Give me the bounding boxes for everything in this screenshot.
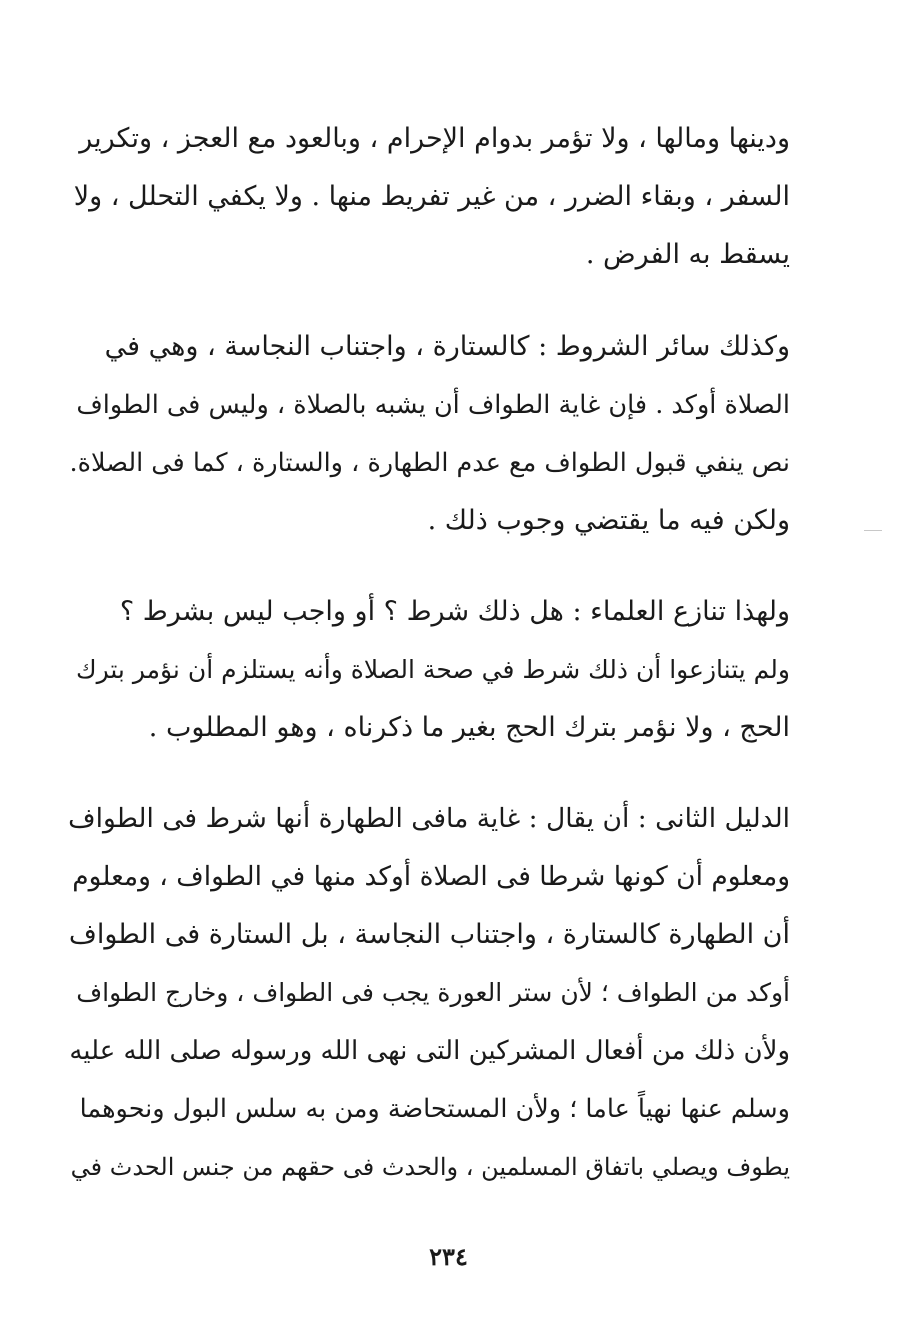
scan-mark [864,530,882,531]
text-line: يطوف ويصلي باتفاق المسلمين ، والحدث فى حقهم من جنس الحدث في [70,1153,790,1181]
page-number: ٢٣٤ [429,1242,468,1271]
text-line: السفر ، وبقاء الضرر ، من غير تفريط منها . ولا يكفي التحلل ، ولا [73,181,790,212]
paragraph-3 [68,583,790,757]
text-line: ولكن فيه ما يقتضي وجوب ذلك . [427,505,790,536]
text-line: يسقط به الفرض . [585,239,790,270]
text-line: الدليل الثانى : أن يقال : غاية مافى الطهارة أنها شرط فى الطواف [68,803,790,834]
text-line: أوكد من الطواف ؛ لأن ستر العورة يجب فى الطواف ، وخارج الطواف [76,978,790,1007]
text-line: وكذلك سائر الشروط : كالستارة ، واجتناب النجاسة ، وهي في [104,331,790,362]
text-line: أن الطهارة كالستارة ، واجتناب النجاسة ، بل الستارة فى الطواف [68,919,790,950]
paragraph-4 [68,790,790,1196]
text-line: وسلم عنها نهياً عاما ؛ ولأن المستحاضة ومن به سلس البول ونحوهما [79,1094,790,1124]
text-line: الصلاة أوكد . فإن غاية الطواف أن يشبه بالصلاة ، وليس فى الطواف [76,390,790,420]
text-line: ودينها ومالها ، ولا تؤمر بدوام الإحرام ، وبالعود مع العجز ، وتكرير [79,123,790,154]
text-line: الحج ، ولا نؤمر بترك الحج بغير ما ذكرناه ، وهو المطلوب . [148,712,790,743]
text-line: ولهذا تنازع العلماء : هل ذلك شرط ؟ أو واجب ليس بشرط ؟ [119,596,790,627]
text-line: ولم يتنازعوا أن ذلك شرط في صحة الصلاة وأنه يستلزم أن نؤمر بترك [75,655,790,684]
paragraph-2 [68,318,790,550]
text-line: نص ينفي قبول الطواف مع عدم الطهارة ، والستارة ، كما فى الصلاة. [69,448,790,478]
text-line: ولأن ذلك من أفعال المشركين التى نهى الله ورسوله صلى الله عليه [69,1036,790,1066]
text-line: ومعلوم أن كونها شرطا فى الصلاة أوكد منها في الطواف ، ومعلوم [72,861,790,892]
paragraph-1 [68,110,790,284]
